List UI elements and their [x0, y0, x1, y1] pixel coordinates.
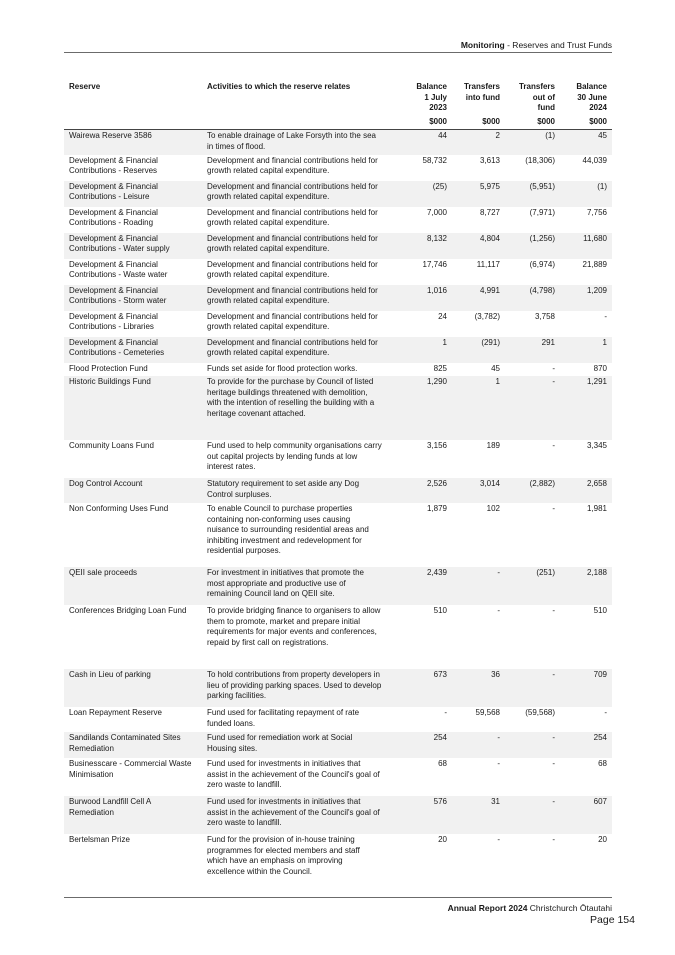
- row-transfers-in: 102: [452, 503, 505, 567]
- row-balance-close: 7,756: [560, 207, 612, 233]
- footer-report: Annual Report 2024: [447, 903, 528, 913]
- row-balance-close: 870: [560, 363, 612, 377]
- row-balance-open: 7,000: [387, 207, 452, 233]
- table-row: [64, 758, 612, 796]
- row-activity: For investment in initiatives that promote the most appropriate and productive use of remaining Council land on QEII site.: [202, 567, 387, 605]
- row-balance-close: 20: [560, 834, 612, 885]
- row-activity: Development and financial contributions held for growth related capital expenditure.: [202, 207, 387, 233]
- row-transfers-in: (291): [452, 337, 505, 363]
- row-transfers-out: (7,971): [505, 207, 560, 233]
- table-row: [64, 478, 612, 503]
- row-transfers-out: -: [505, 758, 560, 796]
- row-transfers-out: (6,974): [505, 259, 560, 285]
- row-balance-open: 254: [387, 732, 452, 758]
- table-row: [64, 503, 612, 567]
- row-reserve: Conferences Bridging Loan Fund: [64, 605, 202, 669]
- row-reserve: Cash in Lieu of parking: [64, 669, 202, 707]
- row-activity: To provide bridging finance to organisers to allow them to promote, market and prepare initial requirements for major events and conferences, repaid by first call on registrations.: [202, 605, 387, 669]
- row-balance-open: 1,290: [387, 376, 452, 440]
- unit-label: $000: [387, 117, 452, 130]
- row-transfers-in: 59,568: [452, 707, 505, 732]
- row-transfers-in: 3,613: [452, 155, 505, 181]
- table-row: [64, 605, 612, 669]
- row-transfers-out: (251): [505, 567, 560, 605]
- row-balance-open: 17,746: [387, 259, 452, 285]
- row-activity: Fund used for remediation work at Social Housing sites.: [202, 732, 387, 758]
- row-transfers-out: (1,256): [505, 233, 560, 259]
- row-transfers-out: -: [505, 834, 560, 885]
- row-activity: Fund used to help community organisations carry out capital projects by lending funds at low interest rates.: [202, 440, 387, 478]
- row-transfers-in: 2: [452, 130, 505, 155]
- row-balance-close: 1,291: [560, 376, 612, 440]
- table-row: [64, 376, 612, 440]
- row-activity: To provide for the purchase by Council of listed heritage buildings threatened with demolition, with the intention of reselling the building with a heritage covenant attached.: [202, 376, 387, 440]
- row-transfers-out: (4,798): [505, 285, 560, 311]
- table-row: [64, 669, 612, 707]
- row-reserve: Historic Buildings Fund: [64, 376, 202, 440]
- row-reserve: Community Loans Fund: [64, 440, 202, 478]
- table-row: [64, 732, 612, 758]
- row-transfers-out: (18,306): [505, 155, 560, 181]
- row-reserve: Non Conforming Uses Fund: [64, 503, 202, 567]
- row-balance-close: 254: [560, 732, 612, 758]
- table-row: [64, 233, 612, 259]
- row-transfers-in: 5,975: [452, 181, 505, 207]
- row-transfers-in: -: [452, 732, 505, 758]
- row-balance-open: 58,732: [387, 155, 452, 181]
- row-reserve: Dog Control Account: [64, 478, 202, 503]
- table-row: [64, 834, 612, 885]
- row-transfers-out: (1): [505, 130, 560, 155]
- row-balance-open: 1,879: [387, 503, 452, 567]
- row-reserve: Development & Financial Contributions - Water supply: [64, 233, 202, 259]
- row-activity: Development and financial contributions held for growth related capital expenditure.: [202, 155, 387, 181]
- row-activity: Statutory requirement to set aside any Dog Control surpluses.: [202, 478, 387, 503]
- row-transfers-out: (59,568): [505, 707, 560, 732]
- row-activity: Fund used for facilitating repayment of rate funded loans.: [202, 707, 387, 732]
- col-transfers-in: Transfers into fund: [463, 82, 500, 102]
- row-transfers-out: 3,758: [505, 311, 560, 337]
- row-reserve: QEII sale proceeds: [64, 567, 202, 605]
- row-transfers-out: -: [505, 796, 560, 834]
- page-number: Page 154: [590, 914, 635, 926]
- row-balance-open: 825: [387, 363, 452, 377]
- row-balance-close: 1,209: [560, 285, 612, 311]
- unit-label: $000: [452, 117, 505, 130]
- row-reserve: Flood Protection Fund: [64, 363, 202, 377]
- row-activity: Development and financial contributions held for growth related capital expenditure.: [202, 285, 387, 311]
- row-balance-open: 8,132: [387, 233, 452, 259]
- col-balance-open: Balance 1 July 2023: [416, 82, 447, 113]
- row-transfers-out: (2,882): [505, 478, 560, 503]
- row-balance-close: -: [560, 707, 612, 732]
- row-balance-open: 1,016: [387, 285, 452, 311]
- row-balance-close: 21,889: [560, 259, 612, 285]
- row-transfers-in: 11,117: [452, 259, 505, 285]
- row-balance-open: -: [387, 707, 452, 732]
- row-balance-close: 3,345: [560, 440, 612, 478]
- row-transfers-out: -: [505, 503, 560, 567]
- table-row: [64, 207, 612, 233]
- row-balance-open: 1: [387, 337, 452, 363]
- row-transfers-in: 45: [452, 363, 505, 377]
- row-transfers-in: -: [452, 758, 505, 796]
- row-activity: Fund used for investments in initiatives that assist in the achievement of the Council's goal of zero waste to landfill.: [202, 796, 387, 834]
- unit-label: $000: [560, 117, 612, 130]
- table-row: [64, 707, 612, 732]
- row-activity: Funds set aside for flood protection works.: [202, 363, 387, 377]
- row-balance-open: 20: [387, 834, 452, 885]
- row-reserve: Loan Repayment Reserve: [64, 707, 202, 732]
- row-transfers-out: -: [505, 440, 560, 478]
- table-row: [64, 440, 612, 478]
- row-reserve: Development & Financial Contributions - Storm water: [64, 285, 202, 311]
- row-transfers-in: 8,727: [452, 207, 505, 233]
- row-balance-open: 673: [387, 669, 452, 707]
- row-balance-close: 607: [560, 796, 612, 834]
- row-reserve: Wairewa Reserve 3586: [64, 130, 202, 155]
- row-activity: Development and financial contributions held for growth related capital expenditure.: [202, 311, 387, 337]
- row-reserve: Development & Financial Contributions - Libraries: [64, 311, 202, 337]
- table-row: [64, 796, 612, 834]
- unit-blank: [202, 117, 387, 130]
- row-balance-close: 2,188: [560, 567, 612, 605]
- row-balance-close: 45: [560, 130, 612, 155]
- row-reserve: Development & Financial Contributions - Cemeteries: [64, 337, 202, 363]
- table-row: [64, 567, 612, 605]
- row-reserve: Businesscare - Commercial Waste Minimisation: [64, 758, 202, 796]
- row-balance-close: 68: [560, 758, 612, 796]
- row-activity: Fund for the provision of in-house training programmes for elected members and staff which have an emphasis on improving excellence within the Council.: [202, 834, 387, 885]
- row-transfers-in: (3,782): [452, 311, 505, 337]
- row-balance-close: 44,039: [560, 155, 612, 181]
- row-reserve: Development & Financial Contributions - Leisure: [64, 181, 202, 207]
- row-transfers-in: -: [452, 605, 505, 669]
- unit-label: $000: [505, 117, 560, 130]
- row-reserve: Burwood Landfill Cell A Remediation: [64, 796, 202, 834]
- row-transfers-out: -: [505, 605, 560, 669]
- row-reserve: Development & Financial Contributions - Waste water: [64, 259, 202, 285]
- row-activity: Development and financial contributions held for growth related capital expenditure.: [202, 181, 387, 207]
- row-balance-close: -: [560, 311, 612, 337]
- row-transfers-in: 36: [452, 669, 505, 707]
- table-row: [64, 285, 612, 311]
- header-subtitle: - Reserves and Trust Funds: [504, 40, 612, 50]
- row-transfers-out: 291: [505, 337, 560, 363]
- row-transfers-out: -: [505, 732, 560, 758]
- row-balance-close: 1,981: [560, 503, 612, 567]
- table-row: [64, 311, 612, 337]
- row-reserve: Bertelsman Prize: [64, 834, 202, 885]
- col-reserve: Reserve: [69, 82, 101, 91]
- row-transfers-in: 1: [452, 376, 505, 440]
- row-transfers-in: -: [452, 834, 505, 885]
- row-transfers-in: 4,804: [452, 233, 505, 259]
- row-activity: Fund used for investments in initiatives that assist in the achievement of the Council's goal of zero waste to landfill.: [202, 758, 387, 796]
- table-row: [64, 337, 612, 363]
- row-balance-open: 2,526: [387, 478, 452, 503]
- row-reserve: Sandilands Contaminated Sites Remediation: [64, 732, 202, 758]
- row-transfers-in: 189: [452, 440, 505, 478]
- footer-org: Christchurch Ōtautahi: [527, 903, 612, 913]
- row-activity: Development and financial contributions held for growth related capital expenditure.: [202, 337, 387, 363]
- row-balance-open: 576: [387, 796, 452, 834]
- row-activity: To enable drainage of Lake Forsyth into the sea in times of flood.: [202, 130, 387, 155]
- row-balance-close: 1: [560, 337, 612, 363]
- col-activities: Activities to which the reserve relates: [207, 82, 351, 91]
- reserves-table: [64, 78, 612, 885]
- row-transfers-in: 3,014: [452, 478, 505, 503]
- page-header: [64, 38, 612, 53]
- row-balance-open: 510: [387, 605, 452, 669]
- table-row: [64, 181, 612, 207]
- row-activity: Development and financial contributions held for growth related capital expenditure.: [202, 259, 387, 285]
- row-balance-close: 2,658: [560, 478, 612, 503]
- row-balance-close: 709: [560, 669, 612, 707]
- row-activity: Development and financial contributions held for growth related capital expenditure.: [202, 233, 387, 259]
- row-balance-open: 24: [387, 311, 452, 337]
- row-transfers-in: 4,991: [452, 285, 505, 311]
- row-transfers-in: -: [452, 567, 505, 605]
- row-transfers-in: 31: [452, 796, 505, 834]
- col-transfers-out: Transfers out of fund: [518, 82, 555, 113]
- unit-blank: [64, 117, 202, 130]
- table-row: [64, 130, 612, 155]
- row-balance-open: 44: [387, 130, 452, 155]
- row-transfers-out: -: [505, 376, 560, 440]
- page-footer: [64, 897, 612, 913]
- row-transfers-out: -: [505, 669, 560, 707]
- row-balance-open: 3,156: [387, 440, 452, 478]
- col-balance-close: Balance 30 June 2024: [576, 82, 607, 113]
- row-reserve: Development & Financial Contributions - Reserves: [64, 155, 202, 181]
- table-row: [64, 259, 612, 285]
- row-balance-close: (1): [560, 181, 612, 207]
- row-transfers-out: -: [505, 363, 560, 377]
- header-section: Monitoring: [460, 40, 505, 50]
- row-balance-open: (25): [387, 181, 452, 207]
- table-row: [64, 363, 612, 377]
- row-balance-close: 11,680: [560, 233, 612, 259]
- row-activity: To hold contributions from property developers in lieu of providing parking spaces. Used to develop parking facilities.: [202, 669, 387, 707]
- row-activity: To enable Council to purchase properties containing non-conforming uses causing nuisance to surrounding residential areas and inhibiting investment and redevelopment for residential purposes.: [202, 503, 387, 567]
- row-reserve: Development & Financial Contributions - Roading: [64, 207, 202, 233]
- row-balance-open: 68: [387, 758, 452, 796]
- table-row: [64, 155, 612, 181]
- row-transfers-out: (5,951): [505, 181, 560, 207]
- row-balance-open: 2,439: [387, 567, 452, 605]
- row-balance-close: 510: [560, 605, 612, 669]
